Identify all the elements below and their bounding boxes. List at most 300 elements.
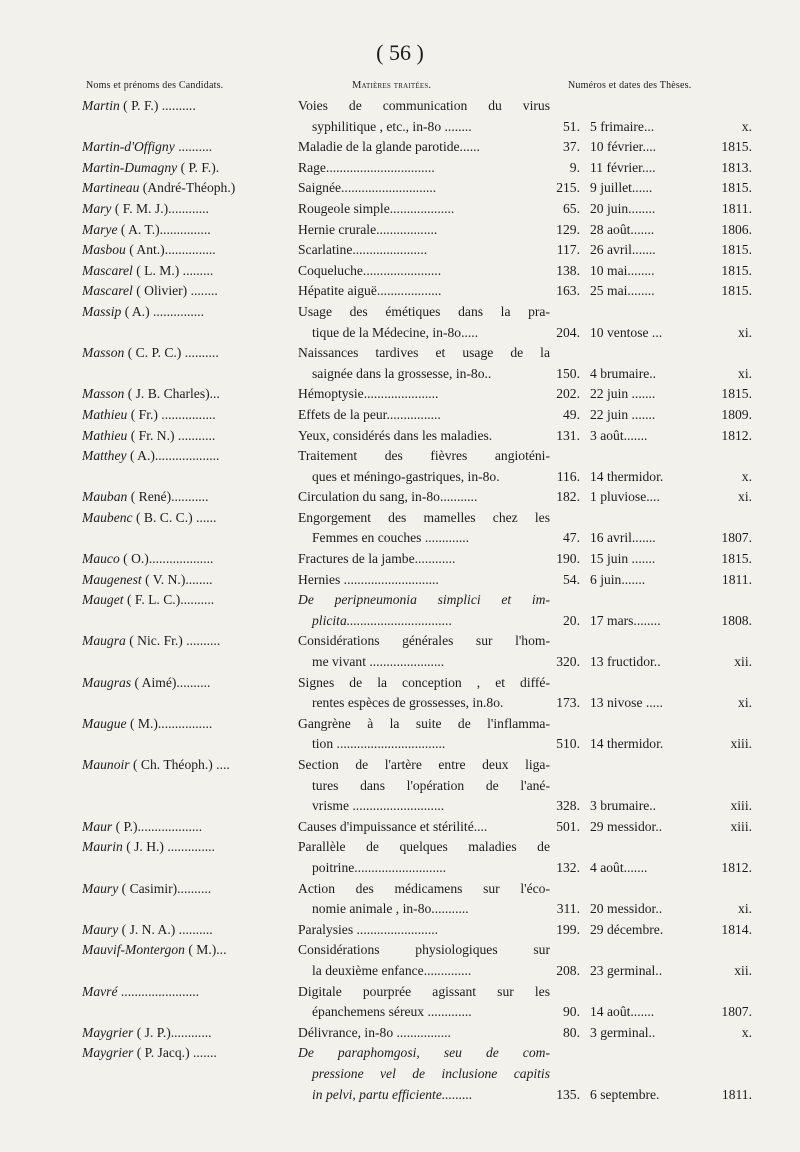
candidate-surname: Masson: [82, 345, 125, 361]
thesis-number: 199.: [556, 921, 580, 937]
subject-line: rentes espèces de grossesses, in.8o.: [312, 695, 504, 711]
candidate-name: [82, 920, 288, 941]
thesis-number-date: [542, 467, 752, 488]
thesis-number: 129.: [556, 221, 580, 237]
subject-line: Yeux, considérés dans les maladies.: [298, 427, 493, 443]
candidate-given-names: ( J. H.) ..............: [126, 839, 215, 855]
column-header-numbers: Numéros et dates des Thèses.: [568, 80, 692, 91]
thesis-year: 1815.: [721, 139, 752, 155]
thesis-year: xi.: [738, 695, 752, 711]
thesis-subject: [298, 426, 550, 447]
candidate-given-names: ( L. M.) .........: [136, 262, 214, 278]
candidate-given-names: ( Fr. N.) ...........: [130, 427, 216, 443]
candidate-given-names: ( F. M. J.)............: [114, 200, 209, 216]
thesis-number-date: [542, 199, 752, 220]
thesis-number: 202.: [556, 386, 580, 402]
thesis-number: 20.: [563, 612, 580, 628]
thesis-entry: [0, 940, 800, 981]
subject-line: Fractures de la jambe............: [298, 551, 456, 567]
thesis-number: 116.: [556, 468, 580, 484]
thesis-subject: [298, 199, 550, 220]
candidate-name: [82, 405, 288, 426]
thesis-number: 138.: [556, 262, 580, 278]
candidate-name: [82, 199, 288, 220]
thesis-subject: [298, 570, 550, 591]
candidate-name: [82, 384, 288, 405]
candidate-surname: Mauco: [82, 551, 120, 567]
candidate-given-names: ( Nic. Fr.) ..........: [129, 633, 221, 649]
candidate-name: [82, 1023, 288, 1044]
thesis-subject: [298, 879, 550, 920]
candidate-given-names: ( Fr.) ................: [130, 406, 216, 422]
thesis-year: 1812.: [721, 427, 752, 443]
thesis-year: 1814.: [721, 921, 752, 937]
thesis-entry: [0, 1023, 800, 1044]
subject-line: Engorgement des mamelles chez les: [298, 509, 550, 525]
thesis-year: x.: [741, 1024, 752, 1040]
thesis-subject: [298, 96, 550, 137]
candidate-name: [82, 158, 288, 179]
thesis-number-date: [542, 528, 752, 549]
subject-line: Paralysies ........................: [298, 921, 439, 937]
thesis-subject: [298, 240, 550, 261]
thesis-year: 1815.: [721, 551, 752, 567]
thesis-date: 3 août.......: [590, 427, 648, 443]
thesis-number: 135.: [556, 1086, 580, 1102]
candidate-surname: Mary: [82, 200, 112, 216]
thesis-date: 14 thermidor.: [590, 736, 664, 752]
thesis-entry: [0, 343, 800, 384]
subject-line: Hernie crurale..................: [298, 221, 438, 237]
subject-line: Maladie de la glande parotide......: [298, 139, 480, 155]
thesis-number: 9.: [569, 159, 580, 175]
thesis-entry: [0, 446, 800, 487]
thesis-year: 1811.: [721, 200, 752, 216]
thesis-entry: [0, 755, 800, 817]
thesis-number: 311.: [556, 901, 580, 917]
thesis-entry: [0, 302, 800, 343]
thesis-number: 320.: [556, 654, 580, 670]
thesis-entry: [0, 384, 800, 405]
thesis-entry: [0, 261, 800, 282]
thesis-number-date: [542, 261, 752, 282]
subject-line: nomie animale , in-8o...........: [312, 901, 469, 917]
candidate-given-names: ( Aimé)..........: [134, 674, 211, 690]
thesis-subject: [298, 590, 550, 631]
thesis-number-date: [542, 426, 752, 447]
thesis-subject: [298, 508, 550, 549]
thesis-entry: [0, 199, 800, 220]
candidate-given-names: ( Ch. Théoph.) ....: [132, 757, 230, 772]
thesis-date: 26 avril.......: [590, 242, 656, 258]
subject-line: tique de la Médecine, in-8o.....: [312, 324, 479, 340]
thesis-subject: [298, 384, 550, 405]
subject-line: Hépatite aiguë...................: [298, 283, 442, 299]
subject-line: Gangrène à la suite de l'inflamma-: [298, 715, 550, 731]
subject-line: tion ................................: [312, 736, 446, 752]
column-header-names: Noms et prénoms des Candidats.: [86, 80, 224, 91]
subject-line: Délivrance, in-8o ................: [298, 1024, 451, 1040]
subject-line: Coqueluche.......................: [298, 262, 442, 278]
thesis-number-date: [542, 734, 752, 755]
thesis-number-date: [542, 487, 752, 508]
thesis-date: 22 juin .......: [590, 386, 656, 402]
subject-line: Considérations physiologiques sur: [298, 942, 550, 958]
thesis-year: xi.: [738, 365, 752, 381]
thesis-number-date: [542, 384, 752, 405]
thesis-date: 10 mai........: [590, 262, 655, 278]
thesis-number-date: [542, 920, 752, 941]
candidate-given-names: ( P. Jacq.) .......: [136, 1045, 217, 1061]
thesis-entry: [0, 405, 800, 426]
thesis-entry: [0, 631, 800, 672]
subject-line: in pelvi, partu efficiente.........: [312, 1086, 473, 1102]
thesis-number: 173.: [556, 695, 580, 711]
thesis-number-date: [542, 611, 752, 632]
thesis-subject: [298, 714, 550, 755]
thesis-number-date: [542, 549, 752, 570]
subject-line: De peripneumonia simplici et im-: [298, 592, 550, 608]
candidate-name: [82, 590, 288, 611]
candidate-surname: Matthey: [82, 448, 127, 464]
thesis-entry: [0, 281, 800, 302]
thesis-number: 204.: [556, 324, 580, 340]
thesis-number-date: [542, 1023, 752, 1044]
thesis-date: 16 avril.......: [590, 530, 656, 546]
candidate-surname: Maurin: [82, 839, 123, 855]
thesis-number-date: [542, 220, 752, 241]
candidate-surname: Mathieu: [82, 406, 128, 422]
candidate-surname: Marye: [82, 221, 118, 237]
thesis-year: xiii.: [730, 818, 752, 834]
candidate-surname: Martin: [82, 98, 120, 113]
thesis-subject: [298, 631, 550, 672]
thesis-number: 510.: [556, 736, 580, 752]
candidate-given-names: ( P. F.).: [180, 159, 220, 175]
thesis-date: 14 août.......: [590, 1004, 655, 1020]
thesis-year: 1815.: [721, 283, 752, 299]
candidate-name: [82, 837, 288, 858]
candidate-surname: Martineau: [82, 180, 140, 196]
thesis-number: 51.: [563, 118, 580, 134]
thesis-number: 117.: [556, 242, 580, 258]
thesis-number-date: [542, 961, 752, 982]
thesis-subject: [298, 920, 550, 941]
candidate-surname: Maury: [82, 880, 119, 896]
thesis-year: 1815.: [721, 262, 752, 278]
thesis-number: 132.: [556, 859, 580, 875]
thesis-number-date: [542, 1085, 752, 1106]
thesis-number-date: [542, 899, 752, 920]
subject-line: Parallèle de quelques maladies de: [298, 839, 550, 855]
candidate-surname: Maugenest: [82, 571, 142, 587]
thesis-subject: [298, 405, 550, 426]
thesis-year: 1811.: [721, 571, 752, 587]
thesis-entry: [0, 1043, 800, 1105]
candidate-name: [82, 96, 288, 117]
thesis-year: 1815.: [721, 386, 752, 402]
candidate-name: [82, 240, 288, 261]
thesis-number: 80.: [563, 1024, 580, 1040]
candidate-name: [82, 343, 288, 364]
thesis-date: 4 brumaire..: [590, 365, 657, 381]
candidate-given-names: .......................: [120, 983, 200, 999]
candidate-surname: Martin-Dumagny: [82, 159, 178, 175]
thesis-date: 15 juin .......: [590, 551, 656, 567]
thesis-entry: [0, 549, 800, 570]
subject-line: la deuxième enfance..............: [312, 962, 472, 978]
candidate-given-names: ( J. P.)............: [136, 1024, 212, 1040]
thesis-subject: [298, 158, 550, 179]
thesis-date: 22 juin .......: [590, 406, 656, 422]
candidate-surname: Mascarel: [82, 283, 133, 299]
candidate-given-names: ..........: [178, 139, 213, 155]
candidate-surname: Massip: [82, 303, 122, 319]
subject-line: Saignée............................: [298, 180, 437, 196]
thesis-date: 14 thermidor.: [590, 468, 664, 484]
thesis-number: 182.: [556, 489, 580, 505]
thesis-year: 1808.: [721, 612, 752, 628]
thesis-subject: [298, 1023, 550, 1044]
thesis-number: 215.: [556, 180, 580, 196]
thesis-year: 1811.: [721, 1086, 752, 1102]
thesis-year: x.: [741, 118, 752, 134]
thesis-entry: [0, 590, 800, 631]
candidate-surname: Maugue: [82, 715, 127, 731]
subject-line: syphilitique , etc., in-8o ........: [312, 118, 472, 134]
thesis-subject: [298, 487, 550, 508]
thesis-date: 25 mai........: [590, 283, 655, 299]
thesis-entry: [0, 982, 800, 1023]
candidate-name: [82, 302, 288, 323]
candidate-given-names: (André-Théoph.): [142, 180, 236, 196]
thesis-date: 4 août.......: [590, 859, 648, 875]
thesis-number-date: [542, 570, 752, 591]
candidate-surname: Maunoir: [82, 757, 130, 772]
thesis-date: 20 messidor..: [590, 901, 663, 917]
thesis-date: 13 nivose .....: [590, 695, 663, 711]
candidate-given-names: ( P. F.) ..........: [123, 98, 196, 113]
candidate-name: [82, 982, 288, 1003]
subject-line: Scarlatine......................: [298, 242, 428, 258]
subject-line: pressione vel de inclusione capitis: [312, 1065, 550, 1081]
thesis-entry: [0, 137, 800, 158]
thesis-subject: [298, 673, 550, 714]
subject-line: Rougeole simple...................: [298, 200, 455, 216]
thesis-date: 17 mars........: [590, 612, 661, 628]
thesis-date: 6 juin.......: [590, 571, 646, 587]
subject-line: Effets de la peur................: [298, 406, 441, 422]
subject-line: Naissances tardives et usage de la: [298, 345, 550, 361]
candidate-given-names: ( M.)...: [188, 942, 227, 958]
candidate-given-names: ( A. T.)...............: [120, 221, 211, 237]
thesis-entry: [0, 178, 800, 199]
subject-line: Traitement des fièvres angioténi-: [298, 448, 550, 464]
thesis-year: 1813.: [721, 159, 752, 175]
thesis-number: 501.: [556, 818, 580, 834]
subject-line: saignée dans la grossesse, in-8o..: [312, 365, 492, 381]
candidate-surname: Mauban: [82, 489, 128, 505]
candidate-name: [82, 1043, 288, 1064]
thesis-entry: [0, 240, 800, 261]
candidate-name: [82, 879, 288, 900]
thesis-entry: [0, 426, 800, 447]
thesis-year: xiii.: [730, 736, 752, 752]
thesis-number-date: [542, 652, 752, 673]
thesis-year: xi.: [738, 901, 752, 917]
candidate-given-names: ( Ant.)...............: [129, 242, 216, 258]
thesis-year: 1815.: [721, 180, 752, 196]
subject-line: Signes de la conception , et diffé-: [298, 674, 550, 690]
candidate-surname: Mathieu: [82, 427, 128, 443]
candidate-surname: Masbou: [82, 242, 126, 258]
thesis-subject: [298, 281, 550, 302]
subject-line: Causes d'impuissance et stérilité....: [298, 818, 488, 834]
thesis-subject: [298, 178, 550, 199]
thesis-number: 328.: [556, 798, 580, 814]
candidate-given-names: ( A.) ...............: [124, 303, 204, 319]
thesis-year: 1806.: [721, 221, 752, 237]
thesis-date: 10 février....: [590, 139, 657, 155]
candidate-name: [82, 817, 288, 838]
thesis-number: 65.: [563, 200, 580, 216]
thesis-subject: [298, 137, 550, 158]
thesis-subject: [298, 446, 550, 487]
thesis-number-date: [542, 117, 752, 138]
subject-line: épanchemens séreux .............: [312, 1004, 472, 1020]
thesis-number-date: [542, 158, 752, 179]
thesis-entry: [0, 487, 800, 508]
candidate-surname: Masson: [82, 386, 125, 402]
thesis-subject: [298, 302, 550, 343]
candidate-given-names: ( J. N. A.) ..........: [121, 921, 213, 937]
thesis-number-date: [542, 796, 752, 817]
candidate-name: [82, 220, 288, 241]
thesis-entry: [0, 673, 800, 714]
candidate-surname: Mavré: [82, 983, 118, 999]
thesis-date: 9 juillet......: [590, 180, 653, 196]
thesis-entry: [0, 817, 800, 838]
thesis-subject: [298, 817, 550, 838]
thesis-date: 10 ventose ...: [590, 324, 663, 340]
thesis-entry: [0, 714, 800, 755]
thesis-number: 37.: [563, 139, 580, 155]
thesis-number: 150.: [556, 365, 580, 381]
thesis-number-date: [542, 1002, 752, 1023]
candidate-name: [82, 714, 288, 735]
thesis-number: 90.: [563, 1004, 580, 1020]
candidate-surname: Maubenc: [82, 509, 133, 525]
thesis-year: xi.: [738, 324, 752, 340]
candidate-given-names: ( M.)................: [129, 715, 213, 731]
thesis-subject: [298, 982, 550, 1023]
candidate-given-names: ( Olivier) ........: [136, 283, 218, 299]
candidate-surname: Maury: [82, 921, 119, 937]
thesis-entry: [0, 837, 800, 878]
candidate-surname: Maugras: [82, 674, 132, 690]
subject-line: Considérations générales sur l'hom-: [298, 633, 550, 649]
thesis-number: 190.: [556, 551, 580, 567]
candidate-name: [82, 487, 288, 508]
candidate-name: [82, 631, 288, 652]
candidate-given-names: ( C. P. C.) ..........: [127, 345, 219, 361]
candidate-surname: Maur: [82, 818, 113, 834]
thesis-number: 49.: [563, 406, 580, 422]
subject-line: Circulation du sang, in-8o...........: [298, 489, 478, 505]
subject-line: poitrine...........................: [312, 859, 447, 875]
thesis-subject: [298, 220, 550, 241]
thesis-number-date: [542, 178, 752, 199]
thesis-year: x.: [741, 468, 752, 484]
thesis-year: 1812.: [721, 859, 752, 875]
candidate-name: [82, 137, 288, 158]
subject-line: Femmes en couches .............: [312, 530, 470, 546]
thesis-number-date: [542, 364, 752, 385]
thesis-number-date: [542, 240, 752, 261]
subject-line: Section de l'artère entre deux liga-: [298, 757, 550, 772]
subject-line: Usage des émétiques dans la pra-: [298, 303, 550, 319]
candidate-given-names: ( René)...........: [130, 489, 209, 505]
thesis-year: xii.: [734, 962, 752, 978]
candidate-name: [82, 178, 288, 199]
thesis-number-date: [542, 817, 752, 838]
candidate-surname: Mascarel: [82, 262, 133, 278]
thesis-number: 163.: [556, 283, 580, 299]
thesis-list: [0, 96, 800, 1105]
candidate-name: [82, 508, 288, 529]
thesis-number-date: [542, 693, 752, 714]
thesis-date: 20 juin........: [590, 200, 656, 216]
page-number: ( 56 ): [376, 40, 424, 65]
subject-line: De paraphomgosi, seu de com-: [298, 1045, 550, 1061]
thesis-date: 3 brumaire..: [590, 798, 657, 814]
thesis-entry: [0, 96, 800, 137]
column-header-matters: Matières traitées.: [352, 80, 432, 91]
thesis-subject: [298, 940, 550, 981]
thesis-number: 54.: [563, 571, 580, 587]
thesis-year: 1815.: [721, 242, 752, 258]
subject-line: Hémoptysie......................: [298, 386, 439, 402]
thesis-subject: [298, 343, 550, 384]
thesis-entry: [0, 570, 800, 591]
thesis-year: 1807.: [721, 1004, 752, 1020]
thesis-number: 208.: [556, 962, 580, 978]
thesis-subject: [298, 755, 550, 817]
subject-line: Voies de communication du virus: [298, 98, 550, 113]
thesis-number-date: [542, 405, 752, 426]
candidate-name: [82, 281, 288, 302]
thesis-date: 6 septembre.: [590, 1086, 660, 1102]
candidate-given-names: ( P.)...................: [115, 818, 203, 834]
thesis-date: 11 février....: [590, 159, 656, 175]
candidate-name: [82, 755, 288, 776]
thesis-date: 3 germinal..: [590, 1024, 656, 1040]
candidate-surname: Maygrier: [82, 1045, 134, 1061]
subject-line: me vivant ......................: [312, 654, 445, 670]
thesis-date: 28 août.......: [590, 221, 655, 237]
subject-line: Action des médicamens sur l'éco-: [298, 880, 550, 896]
candidate-name: [82, 940, 288, 961]
candidate-given-names: ( B. C. C.) ......: [136, 509, 217, 525]
thesis-entry: [0, 158, 800, 179]
thesis-date: 29 décembre.: [590, 921, 664, 937]
candidate-name: [82, 261, 288, 282]
candidate-surname: Mauget: [82, 592, 124, 608]
subject-line: plicita...............................: [312, 612, 453, 628]
candidate-given-names: ( V. N.)........: [145, 571, 213, 587]
candidate-surname: Maygrier: [82, 1024, 134, 1040]
thesis-date: 5 frimaire...: [590, 118, 655, 134]
